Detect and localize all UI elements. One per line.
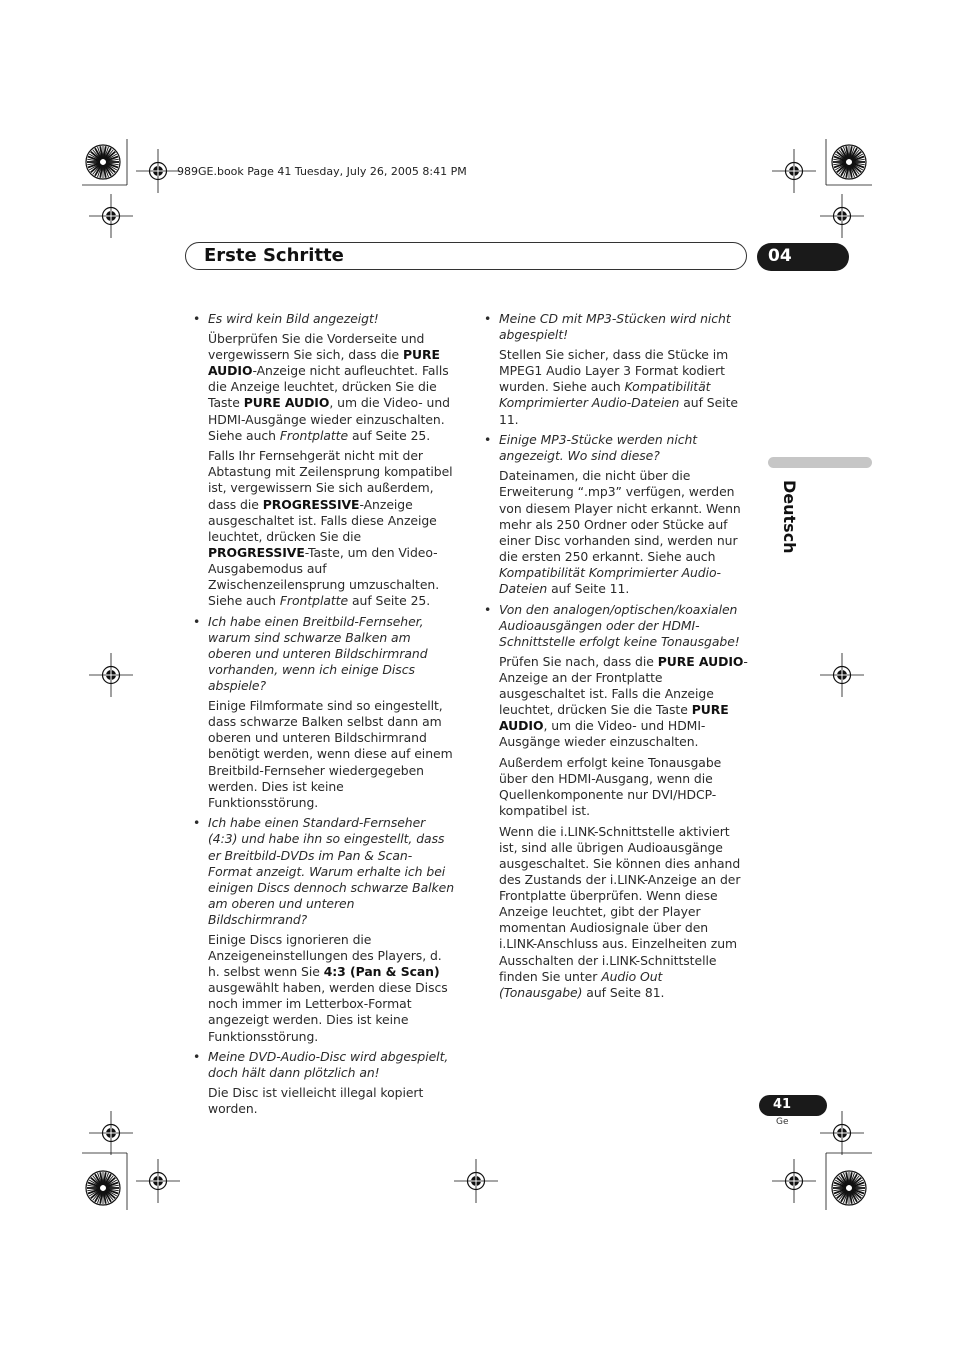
faq-question: • Meine CD mit MP3-Stücken wird nicht abgespielt! — [484, 311, 748, 343]
language-code: Ge — [776, 1117, 789, 1127]
page-number: 41 — [773, 1097, 792, 1112]
faq-answer: Falls Ihr Fernsehgerät nicht mit der Abtastung mit Zeilensprung kompatibel ist, vergewissern Sie sich außerdem, dass die PROGRESSIVE-Anzeige ausgeschaltet ist. Falls diese Anzeige leuchtet, drücken Sie die PROGRESSIVE-Taste, um den Video-Ausgabemodus auf Zwischenzeilensprung umzuschalten. Siehe auch Frontplatte auf Seite 25. — [208, 448, 453, 609]
faq-question: • Einige MP3-Stücke werden nicht angezeigt. Wo sind diese? — [484, 432, 748, 464]
registration-crosshair-mark — [136, 149, 180, 193]
registration-crosshair-mark — [772, 149, 816, 193]
registration-crosshair-mark — [820, 1111, 864, 1155]
chapter-number-badge — [757, 243, 849, 271]
faq-answer: Einige Filmformate sind so eingestellt, dass schwarze Balken selbst dann am oberen und unteren Bildschirmrand benötigt werden, wenn diese auf einem Breitbild-Fernseher wiedergegeben werden. Dies ist keine Funktionsstörung. — [208, 698, 453, 810]
language-label: Deutsch — [780, 480, 799, 554]
registration-crosshair-mark — [89, 653, 133, 697]
registration-crosshair-mark — [820, 194, 864, 238]
language-tab-bar — [768, 457, 872, 468]
page-number-badge — [759, 1095, 827, 1116]
registration-sunburst-mark — [832, 1171, 866, 1205]
registration-crosshair-mark — [89, 1111, 133, 1155]
chapter-number: 04 — [768, 246, 792, 266]
faq-question: • Es wird kein Bild angezeigt! — [193, 311, 455, 327]
faq-question: • Ich habe einen Standard-Fernseher (4:3) und habe ihn so eingestellt, dass er Breitbild-DVDs im Pan & Scan-Format anzeigt. Warum erhalte ich bei einigen Discs dennoch schwarze Balken am oberen und unteren Bildschirmrand? — [193, 815, 455, 928]
registration-crosshair-mark — [89, 194, 133, 238]
faq-answer: Dateinamen, die nicht über die Erweiterung “.mp3” verfügen, werden von diesem Player nicht erkannt. Wenn mehr als 250 Ordner oder Stücke auf einer Disc vorhanden sind, werden nur die ersten 250 erkannt. Siehe auch Kompatibilität Komprimierter Audio-Dateien auf Seite 11. — [499, 468, 741, 596]
registration-sunburst-mark — [832, 145, 866, 179]
faq-question: • Von den analogen/optischen/koaxialen Audioausgängen oder der HDMI-Schnittstelle erfolgt keine Tonausgabe! — [484, 602, 748, 650]
faq-question: • Meine DVD-Audio-Disc wird abgespielt, doch hält dann plötzlich an! — [193, 1049, 455, 1081]
registration-crosshair-mark — [820, 653, 864, 697]
faq-answer: Prüfen Sie nach, dass die PURE AUDIO-Anzeige an der Frontplatte ausgeschaltet ist. Falls die Anzeige leuchtet, drücken Sie die Taste PURE AUDIO, um die Video- und HDMI-Ausgänge wieder einzuschalten. — [499, 653, 748, 750]
faq-answer: Einige Discs ignorieren die Anzeigeneinstellungen des Players, d. h. selbst wenn Sie 4:3 (Pan & Scan) ausgewählt haben, werden diese Discs noch immer im Letterbox-Format angezeigt werden. Dies ist keine Funktionsstörung. — [208, 931, 448, 1044]
registration-crosshair-mark — [136, 1159, 180, 1203]
left-column — [193, 311, 455, 1122]
faq-question: • Ich habe einen Breitbild-Fernseher, warum sind schwarze Balken am oberen und unteren Bildschirmrand vorhanden, wenn ich einige Discs abspiele? — [193, 614, 455, 694]
registration-sunburst-mark — [86, 145, 120, 179]
chapter-title-bar — [185, 242, 747, 270]
registration-crosshair-mark — [772, 1159, 816, 1203]
registration-crosshair-mark — [454, 1159, 498, 1203]
faq-answer: Wenn die i.LINK-Schnittstelle aktiviert ist, sind alle übrigen Audioausgänge ausgeschaltet. Sie können dies anhand des Zustands der i.LINK-Anzeige an der Frontplatte überprüfen. Wenn diese Anzeige leuchtet, gibt der Player momentan Audiosignale über den i.LINK-Anschluss aus. Einzelheiten zum Ausschalten der i.LINK-Schnittstelle finden Sie unter Audio Out (Tonausgabe) auf Seite 81. — [499, 823, 741, 1000]
faq-answer: Außerdem erfolgt keine Tonausgabe über den HDMI-Ausgang, wenn die Quellenkomponente nur DVI/HDCP-kompatibel ist. — [499, 754, 722, 819]
faq-answer: Stellen Sie sicher, dass die Stücke im MPEG1 Audio Layer 3 Format kodiert wurden. Siehe auch Kompatibilität Komprimierter Audio-Dateien auf Seite 11. — [499, 347, 738, 427]
language-tab — [773, 480, 797, 560]
right-column — [484, 311, 748, 1005]
chapter-title: Erste Schritte — [204, 245, 344, 266]
faq-answer: Überprüfen Sie die Vorderseite und vergewissern Sie sich, dass die PURE AUDIO-Anzeige nicht aufleuchtet. Falls die Anzeige leuchtet, drücken Sie die Taste PURE AUDIO, um die Video- und HDMI-Ausgänge wieder einzuschalten. Siehe auch Frontplatte auf Seite 25. — [208, 331, 450, 443]
print-job-info: 989GE.book Page 41 Tuesday, July 26, 2005 8:41 PM — [177, 165, 467, 178]
faq-answer: Die Disc ist vielleicht illegal kopiert worden. — [208, 1085, 424, 1117]
registration-sunburst-mark — [86, 1171, 120, 1205]
